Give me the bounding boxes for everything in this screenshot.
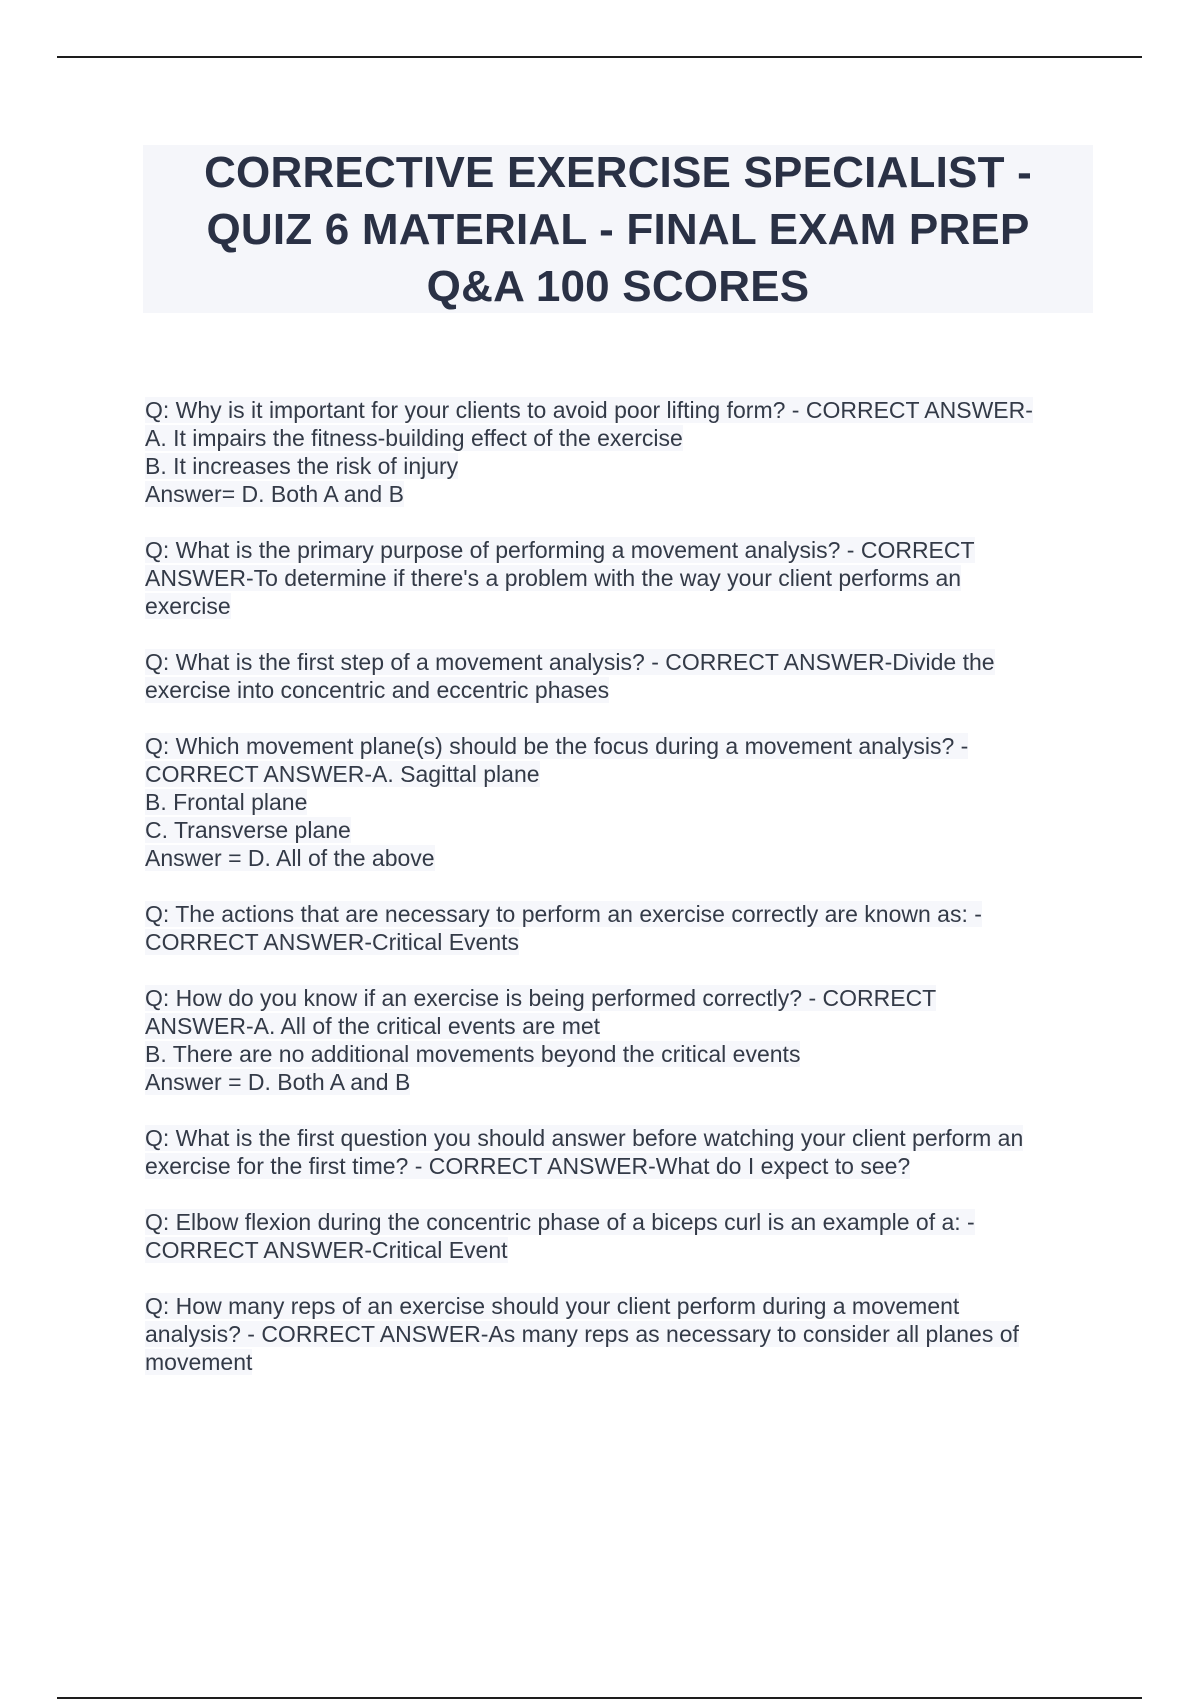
title-line: QUIZ 6 MATERIAL - FINAL EXAM PREP [206,204,1030,254]
qa-line: B. It increases the risk of injury [145,453,459,479]
document-title [204,144,1032,315]
qa-line: exercise [145,593,231,619]
qa-line: analysis? - CORRECT ANSWER-As many reps as necessary to consider all planes of [145,1321,1019,1347]
title-line: CORRECTIVE EXERCISE SPECIALIST - [204,147,1032,197]
qa-line: Q: How many reps of an exercise should your client perform during a movement [145,1293,960,1319]
qa-item [145,1124,1105,1180]
qa-line: Q: How do you know if an exercise is being performed correctly? - CORRECT [145,985,937,1011]
qa-line: Q: Why is it important for your clients to avoid poor lifting form? - CORRECT ANSWER- [145,397,1033,423]
qa-line: exercise for the first time? - CORRECT ANSWER-What do I expect to see? [145,1153,911,1179]
qa-line: Q: What is the primary purpose of performing a movement analysis? - CORRECT [145,537,975,563]
qa-list [145,396,1105,1404]
qa-item [145,984,1105,1096]
qa-line: C. Transverse plane [145,817,351,843]
qa-line: Answer = D. All of the above [145,845,435,871]
qa-line: CORRECT ANSWER-Critical Events [145,929,520,955]
bottom-divider [57,1697,1142,1699]
qa-item [145,900,1105,956]
qa-line: Q: Which movement plane(s) should be the focus during a movement analysis? - [145,733,969,759]
qa-line: B. There are no additional movements beyond the critical events [145,1041,801,1067]
qa-line: CORRECT ANSWER-A. Sagittal plane [145,761,540,787]
qa-line: Q: What is the first step of a movement analysis? - CORRECT ANSWER-Divide the [145,649,995,675]
qa-item [145,648,1105,704]
qa-line: Q: Elbow flexion during the concentric phase of a biceps curl is an example of a: - [145,1209,975,1235]
qa-line: Answer = D. Both A and B [145,1069,411,1095]
qa-line: CORRECT ANSWER-Critical Event [145,1237,508,1263]
qa-line: ANSWER-To determine if there's a problem with the way your client performs an [145,565,962,591]
qa-item [145,536,1105,620]
qa-line: movement [145,1349,253,1375]
qa-line: Answer= D. Both A and B [145,481,404,507]
qa-line: ANSWER-A. All of the critical events are met [145,1013,601,1039]
qa-line: A. It impairs the fitness-building effect of the exercise [145,425,683,451]
qa-item [145,732,1105,872]
qa-line: exercise into concentric and eccentric phases [145,677,610,703]
top-divider [57,56,1142,58]
title-line: Q&A 100 SCORES [426,261,810,311]
qa-item [145,1292,1105,1376]
qa-line: Q: What is the first question you should answer before watching your client perform an [145,1125,1024,1151]
qa-item [145,1208,1105,1264]
qa-item [145,396,1105,508]
qa-line: Q: The actions that are necessary to perform an exercise correctly are known as: - [145,901,982,927]
title-banner [143,145,1093,313]
qa-line: B. Frontal plane [145,789,308,815]
